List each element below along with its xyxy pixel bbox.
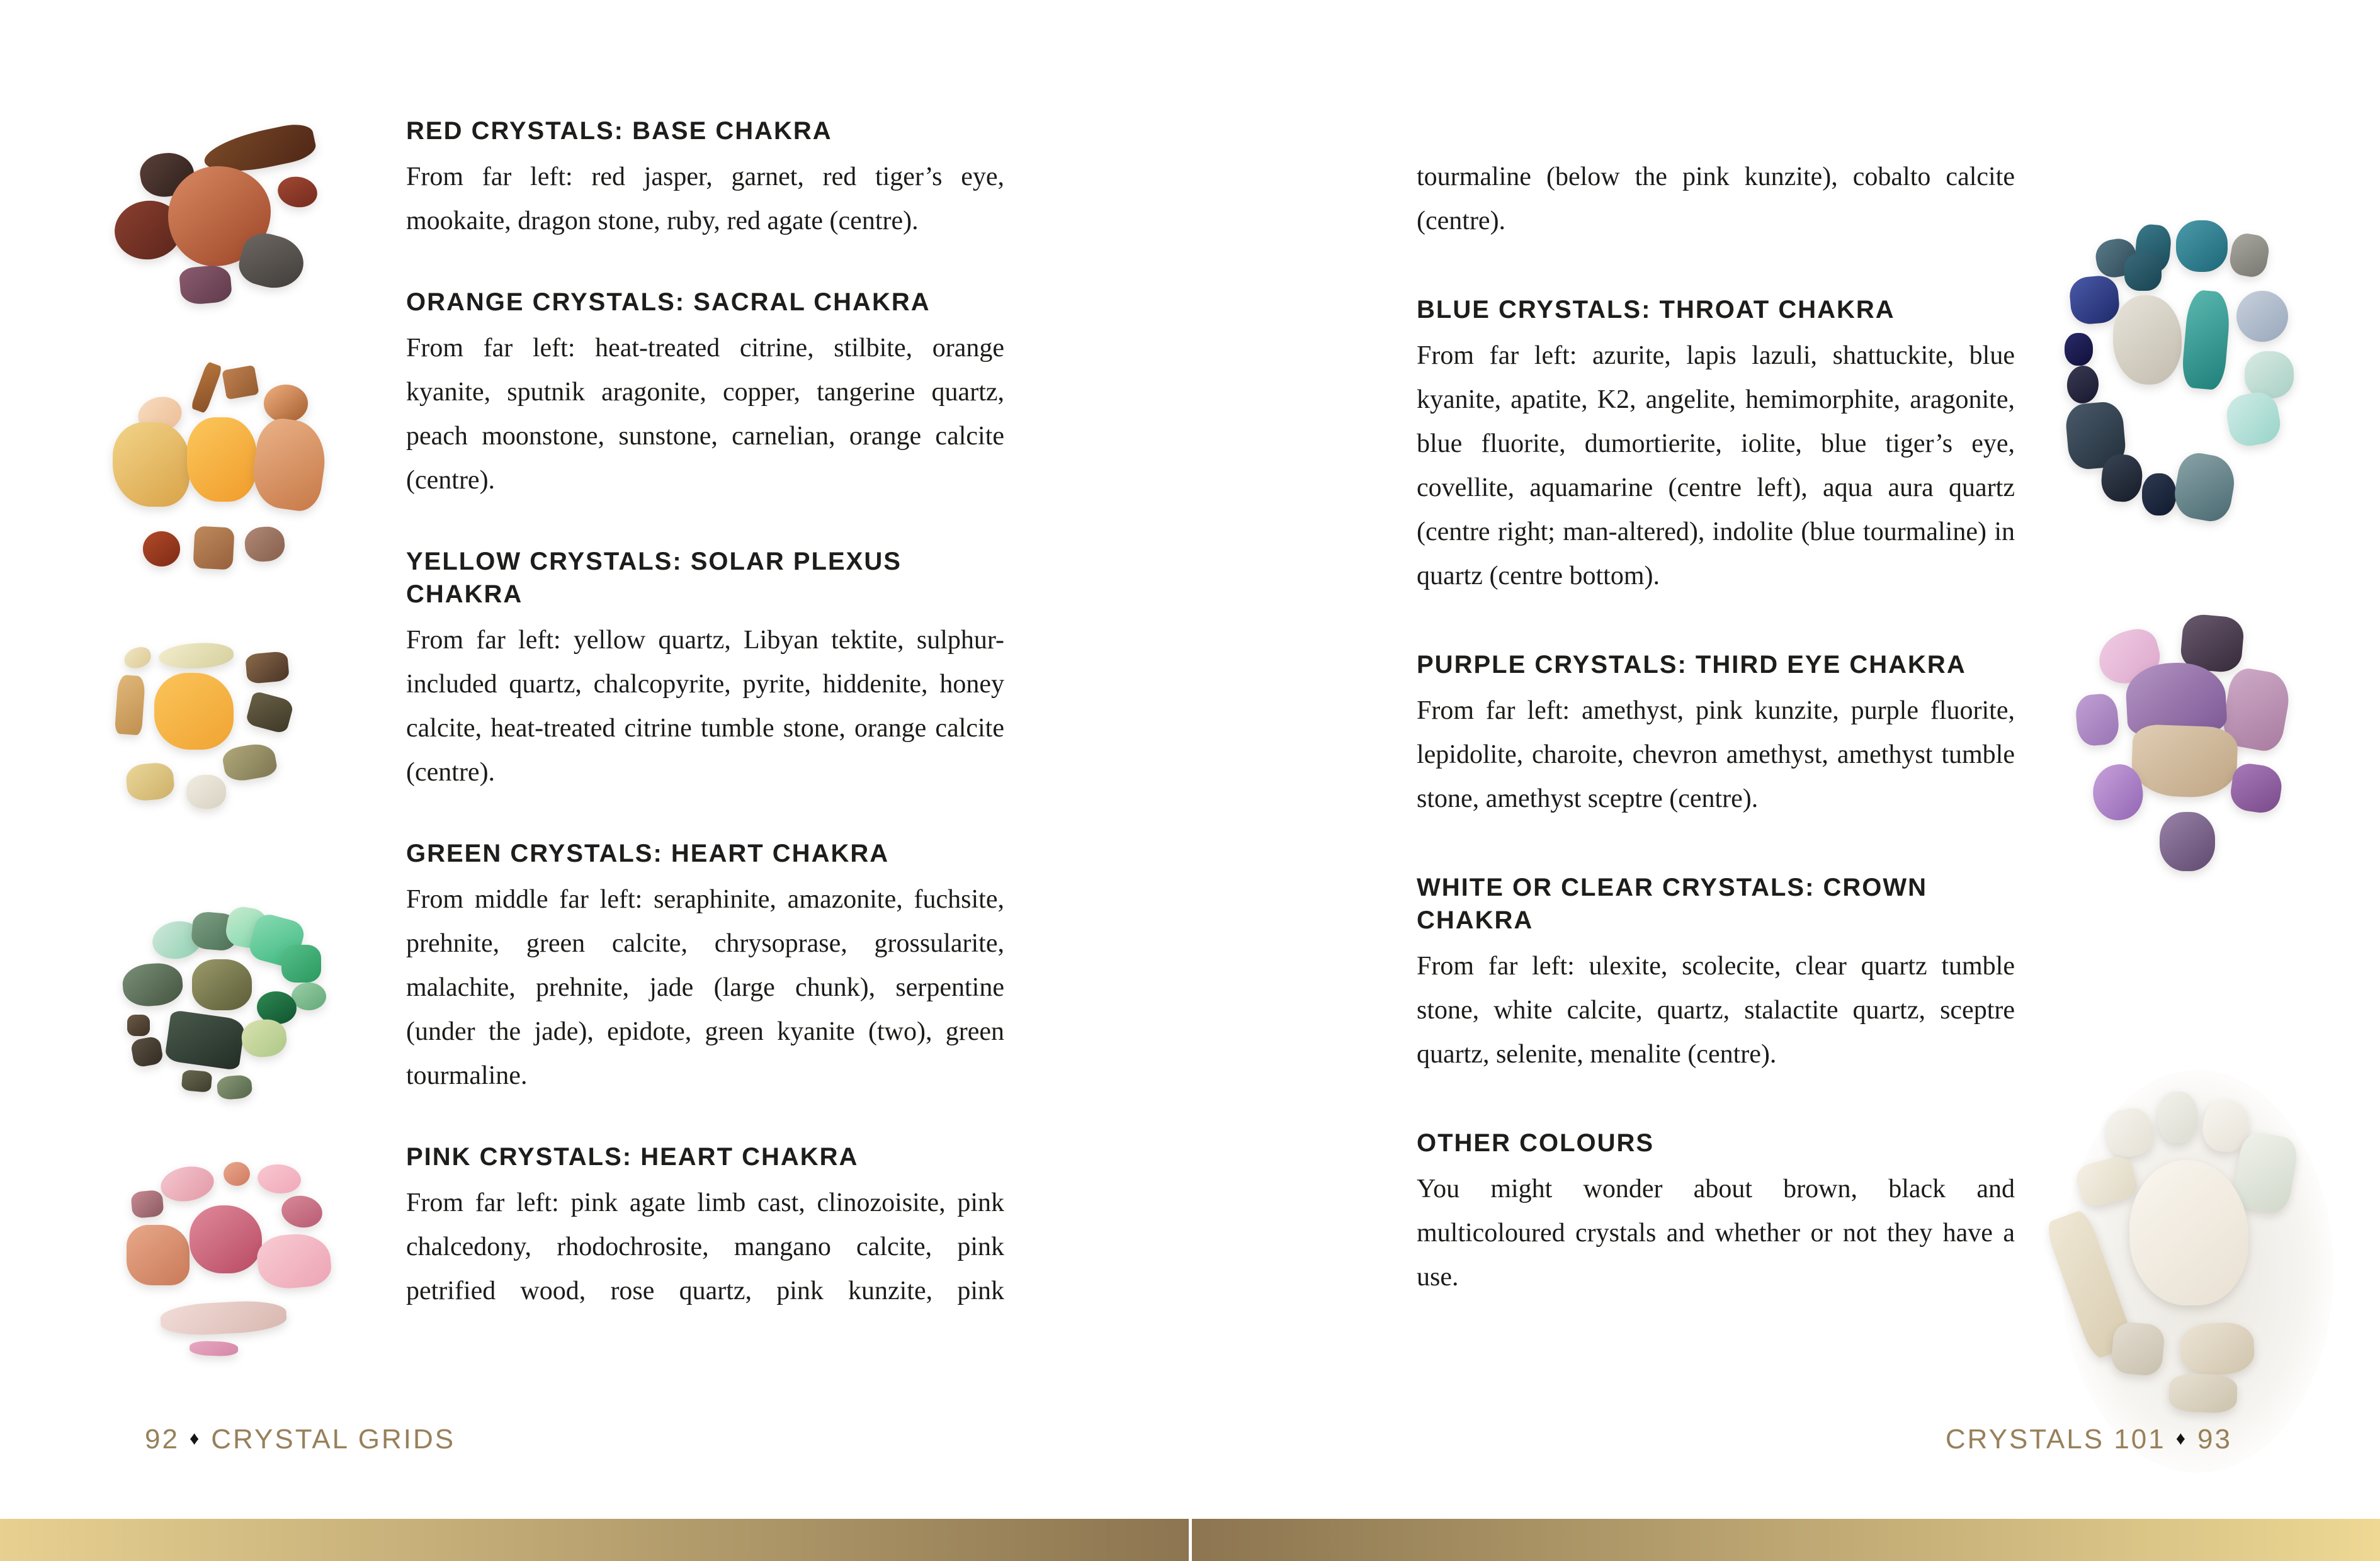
stone [264, 385, 308, 422]
stone [222, 365, 259, 400]
stone [244, 525, 286, 563]
stone [241, 1018, 288, 1059]
stone [2160, 812, 2215, 871]
section-heading: PURPLE CRYSTALS: THIRD EYE CHAKRA [1417, 651, 1966, 679]
section-heading: OTHER COLOURS [1417, 1129, 1655, 1157]
section-body: From far left: amethyst, pink kunzite, purple fluorite, lepidolite, charoite, chevron amethyst, amethyst tumble stone, amethyst sceptre (centre). [1417, 696, 2015, 813]
page-number: 93 [2197, 1424, 2232, 1455]
left-page-footer [145, 1424, 455, 1455]
stone [130, 1190, 164, 1219]
book-title: CRYSTAL GRIDS [211, 1424, 456, 1455]
photo-orange-crystals [101, 352, 334, 601]
stone [187, 417, 257, 502]
stone [190, 1340, 239, 1356]
stone [216, 1074, 252, 1100]
continuation-paragraph: tourmaline (below the pink kunzite), cobalto calcite (centre). [1417, 162, 2015, 235]
section-heading: GREEN CRYSTALS: HEART CHAKRA [406, 840, 890, 867]
photo-purple-crystals [2065, 607, 2342, 1001]
stone [158, 641, 234, 671]
section-red-crystals [406, 115, 1004, 243]
stone [178, 264, 232, 305]
bottom-bar-left-gradient [0, 1519, 1189, 1561]
photo-green-crystals [98, 894, 346, 1127]
section-heading: PINK CRYSTALS: HEART CHAKRA [406, 1143, 859, 1171]
photo-blue-crystals [2056, 201, 2342, 670]
section-body: From far left: azurite, lapis lazuli, shattuckite, blue kyanite, apatite, K2, angelite, hemimorphite, aragonite, blue fluorite, dumortierite, iolite, blue tiger’s eye, covellite, aquamarine (centre left), aqua aura quartz (centre right; man-altered), indolite (blue tourmaline) in quartz (centre bottom). [1417, 341, 2015, 590]
section-purple-crystals [1417, 648, 2015, 821]
stone [192, 959, 252, 1010]
section-body: From far left: pink agate limb cast, clinozoisite, pink chalcedony, rhodochrosite, mangano calcite, pink petrified wood, rose quartz, pink kunzite, pink [406, 1188, 1004, 1305]
stone [221, 741, 278, 784]
page-number: 92 [145, 1424, 179, 1455]
stone [2224, 390, 2284, 449]
section-blue-crystals [1417, 293, 2015, 598]
stone [193, 526, 234, 570]
section-green-crystals [406, 837, 1004, 1098]
left-text-column [406, 115, 1004, 1313]
stone [2065, 333, 2094, 366]
section-heading: YELLOW CRYSTALS: SOLAR PLEXUS CHAKRA [406, 548, 902, 608]
section-white-crystals [1417, 871, 2015, 1076]
stone [2068, 274, 2121, 325]
stone [2227, 232, 2271, 279]
section-body: From far left: ulexite, scolecite, clear quartz tumble stone, white calcite, quartz, stalactite quartz, sceptre quartz, selenite, menalite (centre). [1417, 952, 2015, 1069]
stone [164, 1010, 246, 1071]
photo-yellow-crystals [82, 639, 331, 865]
stone [190, 1205, 263, 1273]
stone [245, 651, 290, 684]
stone [191, 361, 223, 414]
stone [2236, 291, 2288, 342]
photo-white-crystals [2056, 1057, 2339, 1485]
stone [2228, 762, 2284, 815]
section-body: From far left: heat-treated citrine, stilbite, orange kyanite, sputnik aragonite, copper, tangerine quartz, peach moonstone, sunstone, carnelian, orange calcite (centre). [406, 334, 1004, 495]
stone [121, 961, 184, 1008]
section-yellow-crystals [406, 545, 1004, 794]
bottom-bar-right-gradient [1192, 1519, 2380, 1561]
section-pink-crystals [406, 1141, 1004, 1313]
stone [2168, 1373, 2238, 1414]
section-heading: WHITE OR CLEAR CRYSTALS: CROWN CHAKRA [1417, 874, 1928, 934]
section-orange-crystals [406, 286, 1004, 502]
photo-red-crystals [101, 123, 334, 340]
stone [292, 983, 326, 1010]
stone [125, 762, 176, 802]
stone [2158, 1091, 2197, 1143]
stone [127, 1225, 190, 1285]
stone [2111, 1321, 2166, 1376]
section-other-colours [1417, 1127, 2015, 1299]
stone [2131, 724, 2238, 798]
section-body: From middle far left: seraphinite, amazonite, fuchsite, prehnite, green calcite, chrysoprase, grossularite, malachite, prehnite, jade (large chunk), serpentine (under the jade), epidote, green kyanite (two), green tourmaline. [406, 885, 1004, 1090]
stone [2074, 692, 2120, 747]
stone [2066, 364, 2100, 405]
stone [186, 775, 226, 809]
stone [2142, 473, 2177, 516]
section-body: From far left: red jasper, garnet, red tiger’s eye, mookaite, dragon stone, ruby, red agate (centre). [406, 162, 1004, 235]
stone [2113, 295, 2182, 385]
stone [2171, 450, 2239, 525]
stone [123, 646, 153, 670]
diamond-icon: ♦ [189, 1428, 201, 1449]
right-page-footer [1946, 1424, 2232, 1455]
stone [281, 945, 321, 982]
diamond-icon: ♦ [2175, 1428, 2188, 1449]
stone [2176, 220, 2228, 272]
stone [113, 422, 190, 507]
stone [158, 1163, 217, 1205]
stone [127, 1015, 150, 1035]
stone [256, 1163, 302, 1195]
stone [2180, 289, 2232, 391]
stone [181, 1069, 213, 1093]
stone [160, 1299, 288, 1337]
section-body: You might wonder about brown, black and multicoloured crystals and whether or not they have a use. [1417, 1175, 2015, 1292]
section-heading: BLUE CRYSTALS: THROAT CHAKRA [1417, 296, 1895, 324]
section-heading: RED CRYSTALS: BASE CHAKRA [406, 117, 832, 145]
stone [275, 174, 319, 210]
stone [2179, 1321, 2255, 1377]
stone [255, 1231, 332, 1290]
chapter-title: CRYSTALS 101 [1945, 1424, 2166, 1455]
photo-pink-crystals [107, 1142, 349, 1385]
stone [115, 674, 146, 735]
stone [279, 1192, 325, 1231]
section-heading: ORANGE CRYSTALS: SACRAL CHAKRA [406, 288, 931, 316]
stone [224, 1162, 250, 1186]
stone [249, 415, 331, 514]
stone [245, 690, 295, 735]
stone [130, 1036, 164, 1069]
stone [154, 673, 234, 750]
stone [2124, 253, 2162, 291]
right-text-column [1417, 155, 2015, 1299]
stone [2245, 351, 2293, 398]
section-body: From far left: yellow quartz, Libyan tektite, sulphur-included quartz, chalcopyrite, pyrite, hiddenite, honey calcite, heat-treated citrine tumble stone, orange calcite (centre). [406, 626, 1004, 787]
stone [143, 531, 180, 566]
